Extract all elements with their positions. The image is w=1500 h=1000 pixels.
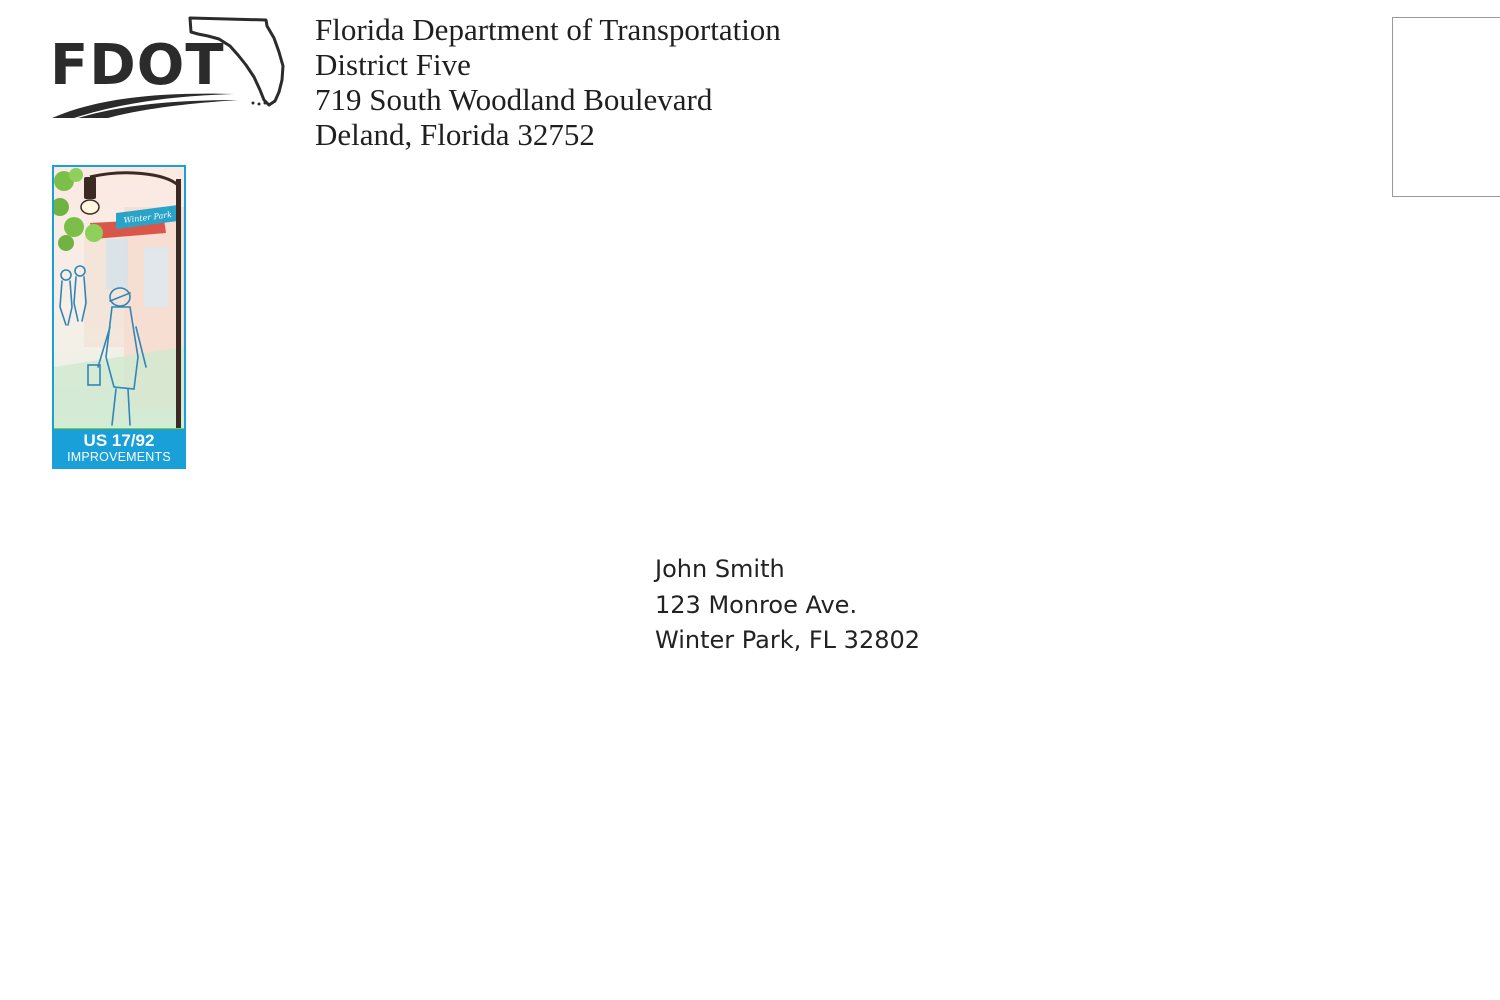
project-route: US 17/92 <box>83 431 155 450</box>
return-address-line: 719 South Woodland Boulevard <box>315 82 713 117</box>
return-address <box>315 12 781 152</box>
fdot-logo-text: FDOT <box>50 33 225 98</box>
stamp-box <box>1392 17 1500 197</box>
sign-text: Winter Park <box>123 210 173 225</box>
return-address-line: Deland, Florida 32752 <box>315 117 595 152</box>
fdot-logo-icon <box>48 14 288 122</box>
recipient-address <box>655 552 920 659</box>
recipient-name: John Smith <box>655 555 785 583</box>
recipient-city-state-zip: Winter Park, FL 32802 <box>655 626 921 654</box>
streetscape-illustration <box>54 167 184 431</box>
fdot-logo <box>48 14 288 122</box>
project-subtitle: IMPROVEMENTS <box>67 450 171 464</box>
return-address-line: Florida Department of Transportation <box>315 12 781 47</box>
return-address-line: District Five <box>315 47 471 82</box>
project-badge <box>52 165 186 469</box>
recipient-street: 123 Monroe Ave. <box>655 590 858 619</box>
project-badge-label <box>54 429 184 467</box>
